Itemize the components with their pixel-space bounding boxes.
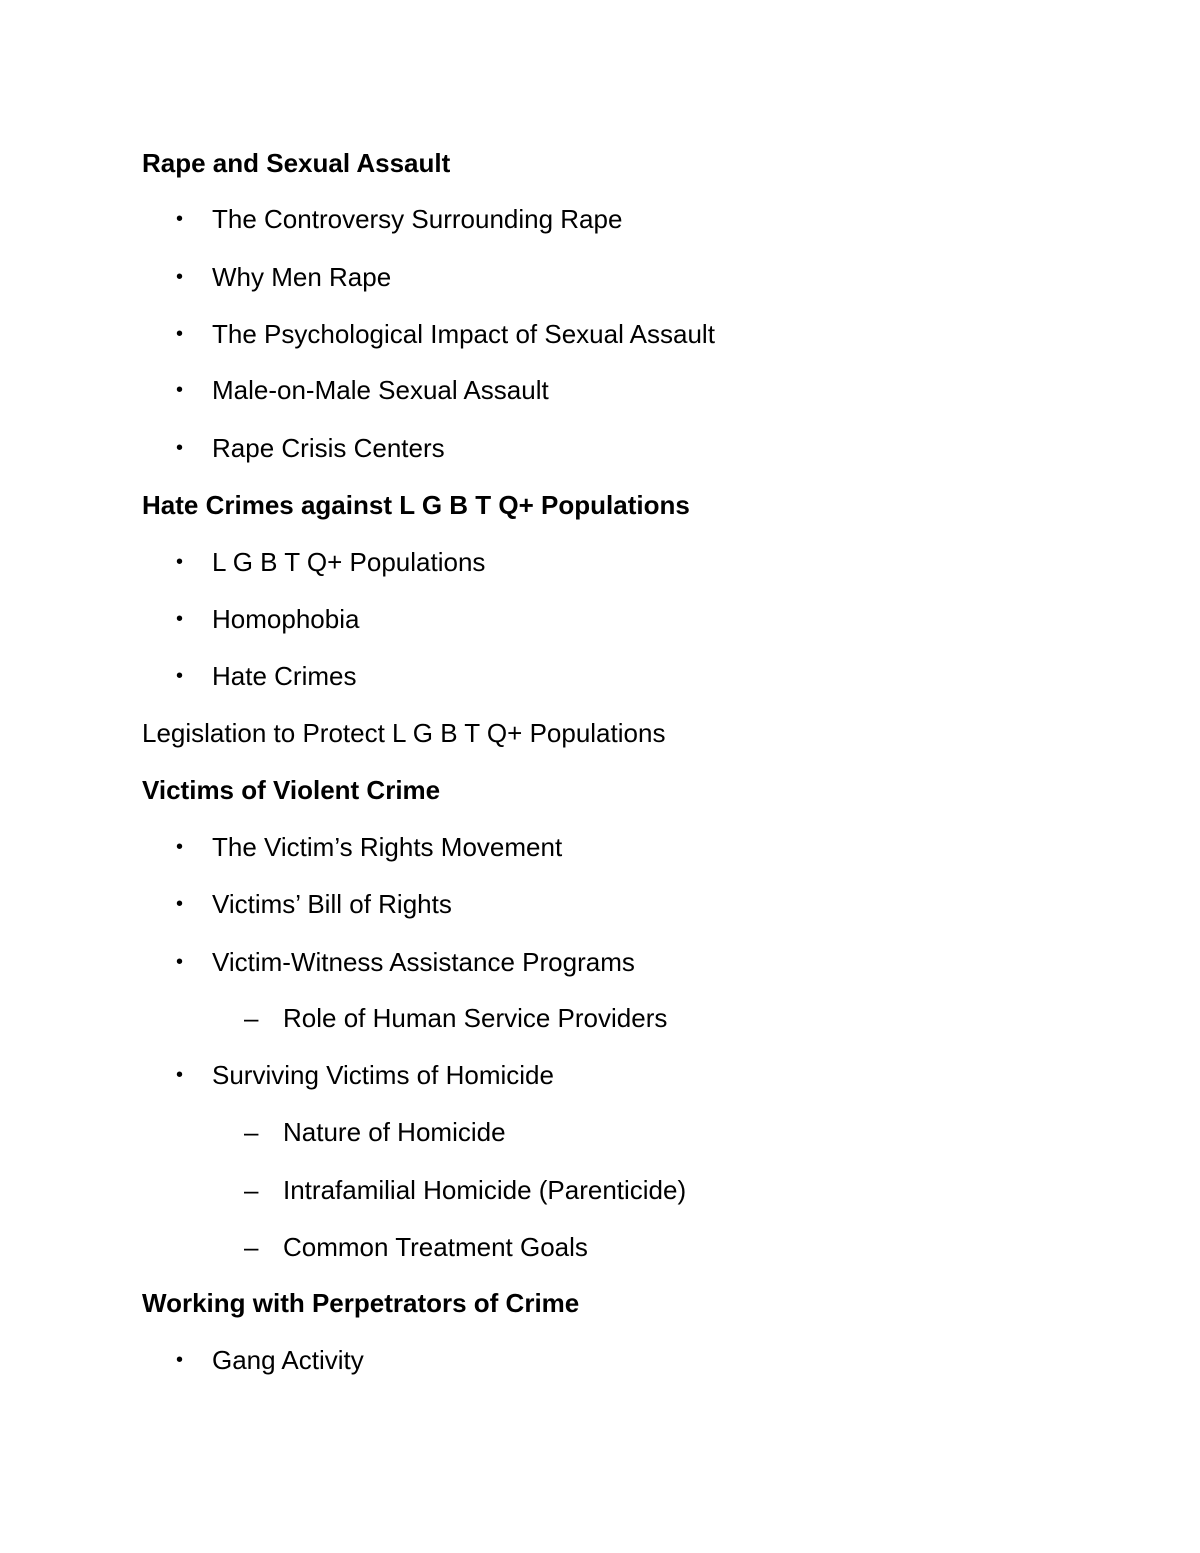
- list-item-text: Hate Crimes: [212, 661, 357, 691]
- sub-list-item-text: Role of Human Service Providers: [283, 1003, 668, 1033]
- list-item-text: Homophobia: [212, 604, 360, 634]
- dash-marker: –: [244, 1232, 259, 1262]
- section-heading-hate-crimes: Hate Crimes against L G B T Q+ Populations: [142, 490, 690, 520]
- bullet-marker: •: [176, 1064, 184, 1086]
- bullet-marker: •: [176, 323, 184, 345]
- list-item-text: Victim-Witness Assistance Programs: [212, 947, 635, 977]
- bullet-marker: •: [176, 379, 184, 401]
- list-item-text: Male-on-Male Sexual Assault: [212, 375, 549, 405]
- paragraph-legislation: Legislation to Protect L G B T Q+ Populations: [142, 718, 666, 748]
- dash-marker: –: [244, 1175, 259, 1205]
- dash-marker: –: [244, 1003, 259, 1033]
- sub-list-item-text: Nature of Homicide: [283, 1117, 506, 1147]
- bullet-marker: •: [176, 893, 184, 915]
- bullet-marker: •: [176, 951, 184, 973]
- bullet-marker: •: [176, 665, 184, 687]
- list-item-text: The Psychological Impact of Sexual Assault: [212, 319, 715, 349]
- bullet-marker: •: [176, 266, 184, 288]
- bullet-marker: •: [176, 836, 184, 858]
- list-item-text: Surviving Victims of Homicide: [212, 1060, 554, 1090]
- sub-list-item-text: Common Treatment Goals: [283, 1232, 588, 1262]
- list-item-text: The Controversy Surrounding Rape: [212, 204, 623, 234]
- bullet-marker: •: [176, 208, 184, 230]
- list-item-text: L G B T Q+ Populations: [212, 547, 486, 577]
- bullet-marker: •: [176, 551, 184, 573]
- dash-marker: –: [244, 1117, 259, 1147]
- section-heading-rape: Rape and Sexual Assault: [142, 148, 451, 178]
- list-item-text: Gang Activity: [212, 1345, 364, 1375]
- sub-list-item-text: Intrafamilial Homicide (Parenticide): [283, 1175, 687, 1205]
- list-item-text: Victims’ Bill of Rights: [212, 889, 452, 919]
- section-heading-perpetrators: Working with Perpetrators of Crime: [142, 1288, 580, 1318]
- section-heading-victims: Victims of Violent Crime: [142, 775, 441, 805]
- list-item-text: The Victim’s Rights Movement: [212, 832, 563, 862]
- bullet-marker: •: [176, 437, 184, 459]
- bullet-marker: •: [176, 1349, 184, 1371]
- bullet-marker: •: [176, 608, 184, 630]
- list-item-text: Rape Crisis Centers: [212, 433, 445, 463]
- list-item-text: Why Men Rape: [212, 262, 392, 292]
